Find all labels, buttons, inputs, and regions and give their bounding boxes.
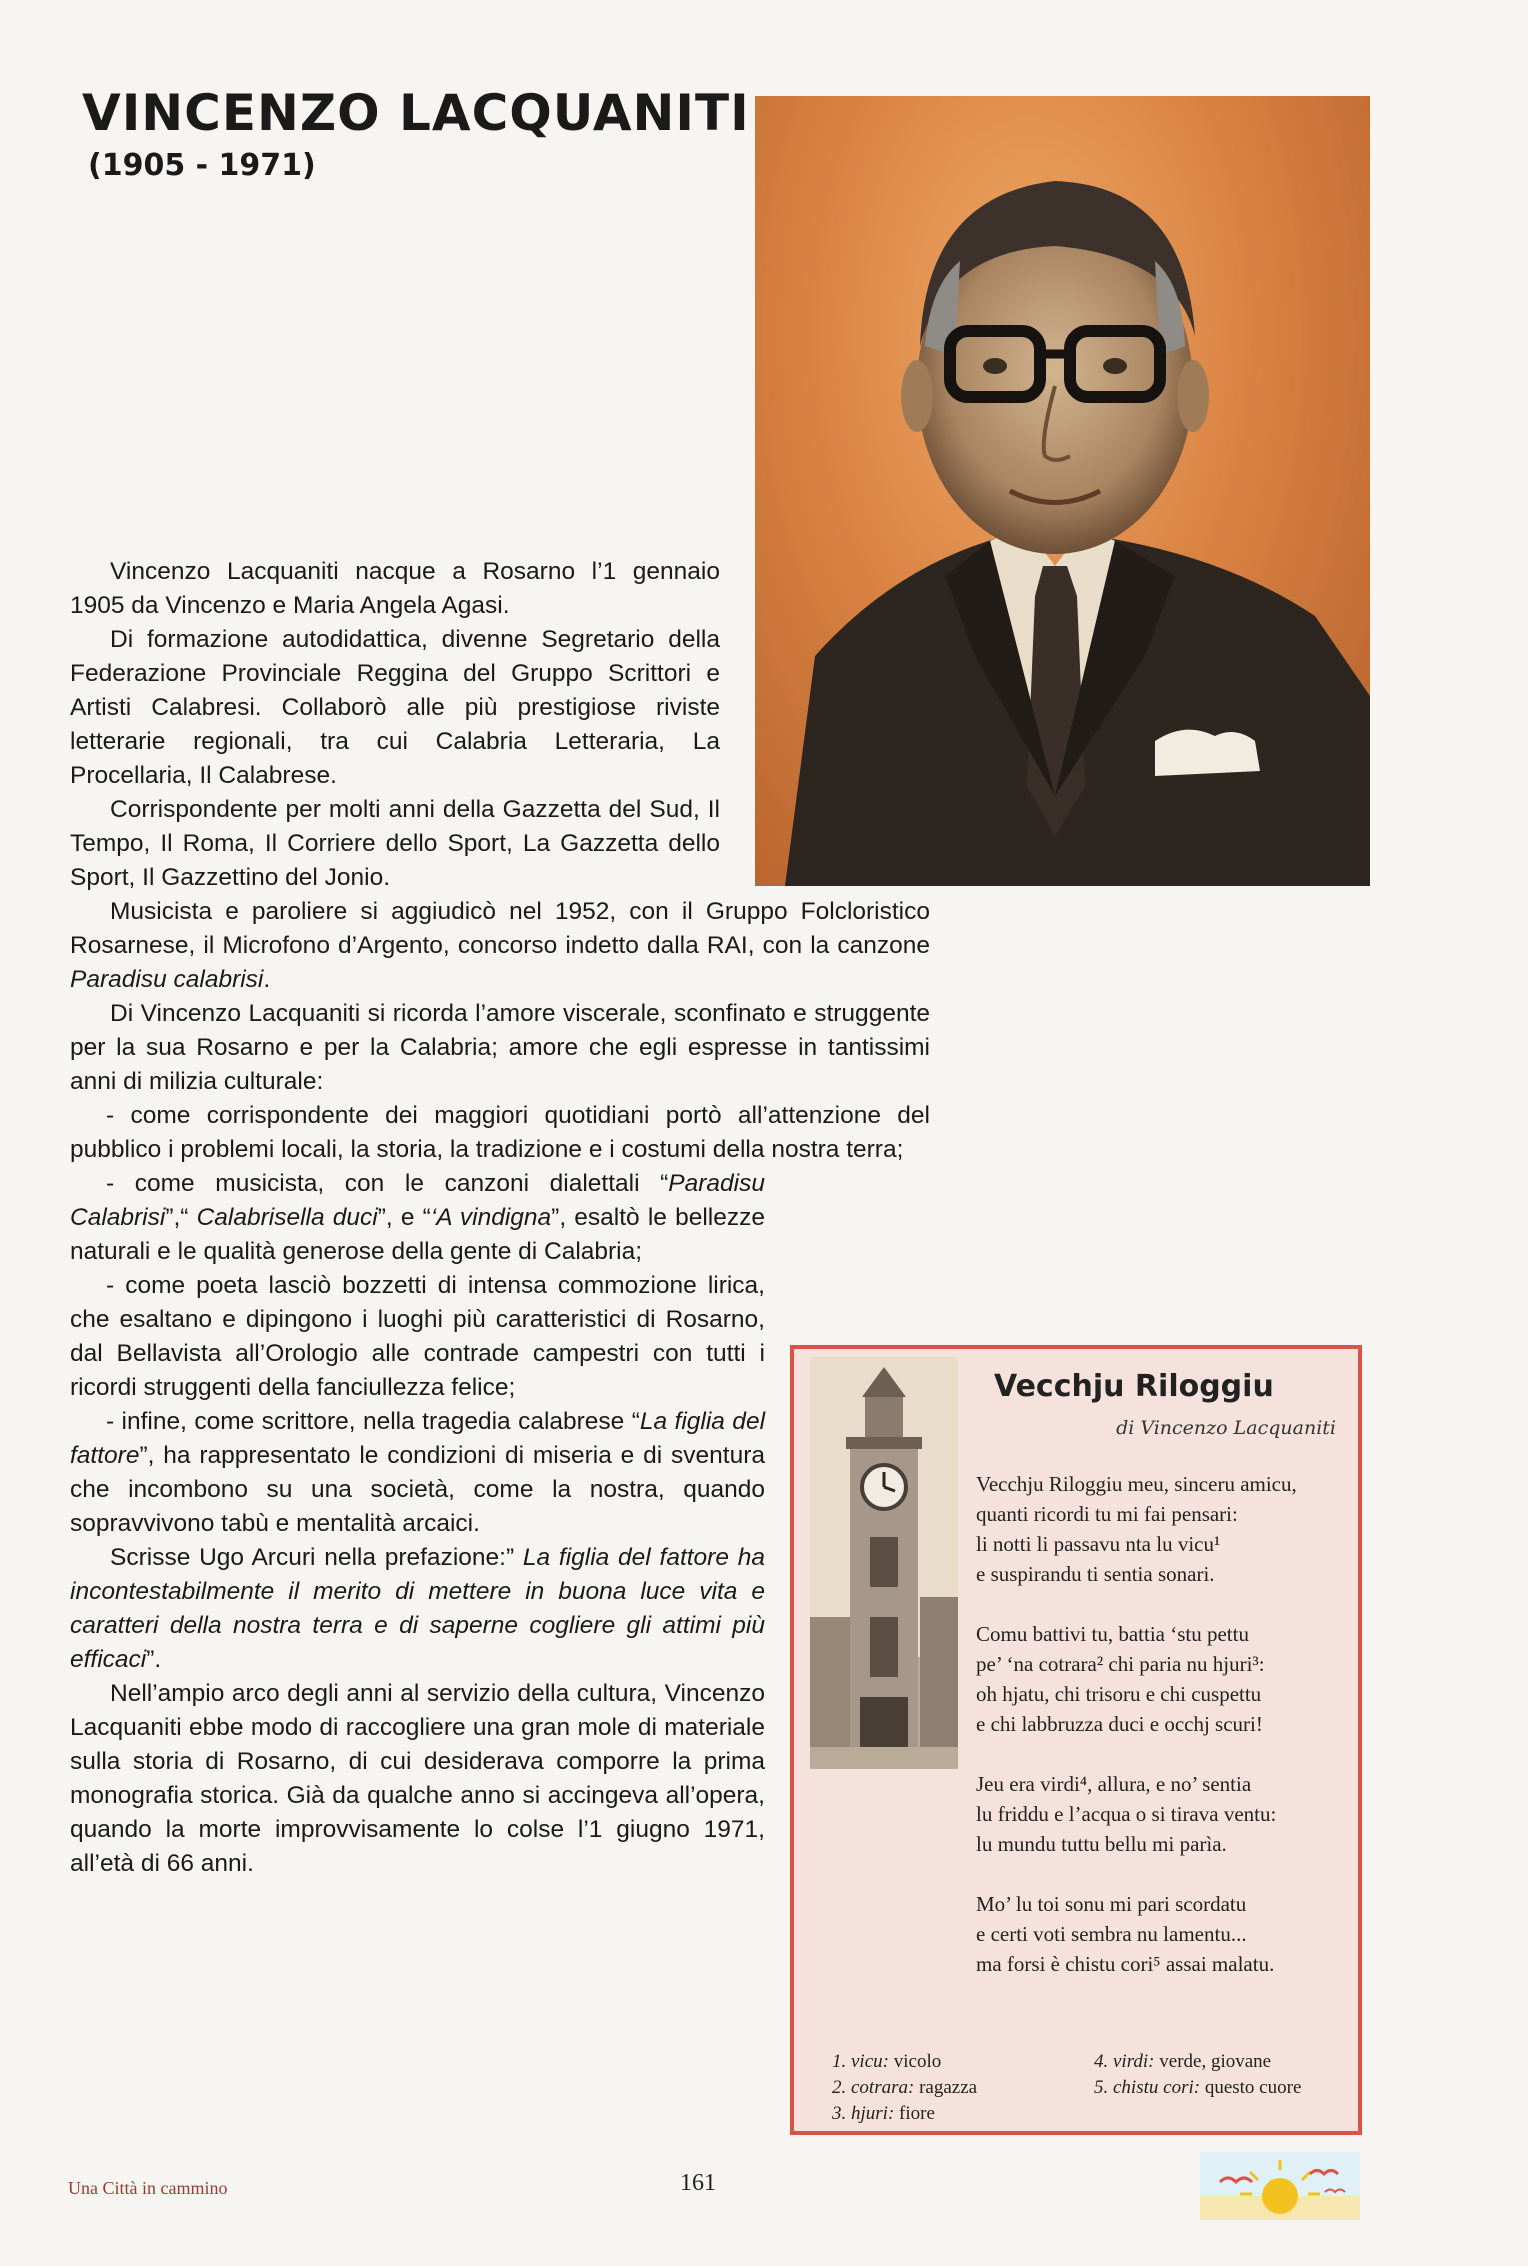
preface-quote: La figlia del fattore ha incontestabilmente il merito di mettere in buona luce vita e caratteri della nostra terra e di saperne cogliere gli attimi più efficaci	[70, 1544, 765, 1673]
poem-line: lu mundu tuttu bellu mi parìa.	[976, 1832, 1227, 1856]
bio-paragraph: Scrisse Ugo Arcuri nella prefazione:” La figlia del fattore ha incontestabilmente il merito di mettere in buona luce vita e caratteri della nostra terra e di saperne cogliere gli attimi più efficaci”.	[70, 1544, 765, 1673]
bio-list-item: - come musicista, con le canzoni dialettali “Paradisu Calabrisi”,“ Calabrisella duci”, e “‘A vindigna”, esaltò le bellezze naturali e le qualità generose della gente di Calabria;	[70, 1170, 765, 1265]
song-title: Paradisu calabrisi	[70, 966, 264, 993]
book-title: Una Città in cammino	[68, 2178, 228, 2198]
poem-line: Mo’ lu toi sonu mi pari scordatu	[976, 1892, 1247, 1916]
poem-line: e certi voti sembra nu lamentu...	[976, 1922, 1247, 1946]
poem-line: li notti li passavu nta lu vicu¹	[976, 1532, 1221, 1556]
bio-paragraph: Vincenzo Lacquaniti nacque a Rosarno l’1 gennaio 1905 da Vincenzo e Maria Angela Agasi.	[70, 558, 720, 619]
poem-stanza	[976, 1769, 1346, 1859]
bio-paragraph: Musicista e paroliere si aggiudicò nel 1952, con il Gruppo Folcloristico Rosarnese, il Microfono d’Argento, concorso indetto dalla RAI, con la canzone Paradisu calabrisi.	[70, 898, 930, 993]
poem-line: oh hjatu, chi trisoru e chi cuspettu	[976, 1682, 1262, 1706]
poem-text	[976, 1469, 1346, 2009]
bio-paragraph: Di Vincenzo Lacquaniti si ricorda l’amore viscerale, sconfinato e struggente per la sua Rosarno e per la Calabria; amore che egli espresse in tantissimi anni di milizia culturale:	[70, 1000, 930, 1095]
poem-line: lu friddu e l’acqua o si tirava ventu:	[976, 1802, 1277, 1826]
glossary-item: 5. chistu cori: questo cuore	[1094, 2077, 1302, 2098]
poem-title: Vecchju Riloggiu	[994, 1369, 1274, 1404]
clock-tower-image	[810, 1357, 958, 1769]
poem-stanza	[976, 1889, 1346, 1979]
poem-line: Comu battivi tu, battia ‘stu pettu	[976, 1622, 1249, 1646]
bio-list-item: - come poeta lasciò bozzetti di intensa commozione lirica, che esaltano e dipingono i luoghi più caratteristici di Rosarno, dal Bellavista all’Orologio alle contrade campestri con tutti i ricordi struggenti della fanciullezza felice;	[70, 1272, 765, 1401]
bio-paragraph: Di formazione autodidattica, divenne Segretario della Federazione Provinciale Reggina del Gruppo Scrittori e Artisti Calabresi. Collaborò alle più prestigiose riviste letterarie regionali, tra cui Calabria Letteraria, La Procellaria, Il Calabrese.	[70, 626, 720, 789]
poem-line: e suspirandu ti sentia sonari.	[976, 1562, 1215, 1586]
poem-line: Jeu era virdi⁴, allura, e no’ sentia	[976, 1772, 1252, 1796]
bio-paragraph: Corrispondente per molti anni della Gazzetta del Sud, Il Tempo, Il Roma, Il Corriere dello Sport, La Gazzetta dello Sport, Il Gazzettino del Jonio.	[70, 796, 720, 891]
poem-line: pe’ ‘na cotrara² chi paria nu hjuri³:	[976, 1652, 1265, 1676]
glossary-item: 1. vicu: vicolo	[832, 2051, 942, 2072]
sun-birds-logo	[1200, 2152, 1360, 2220]
poem-author: di Vincenzo Lacquaniti	[1116, 1417, 1336, 1439]
glossary-item: 3. hjuri: fiore	[832, 2103, 935, 2124]
bio-list-item: - come corrispondente dei maggiori quotidiani portò all’attenzione del pubblico i problemi locali, la storia, la tradizione e i costumi della nostra terra;	[70, 1102, 930, 1163]
poem-box	[790, 1345, 1362, 2135]
page-title: VINCENZO LACQUANITI	[82, 84, 750, 142]
poem-stanza	[976, 1619, 1346, 1739]
poem-line: e chi labbruzza duci e occhj scuri!	[976, 1712, 1263, 1736]
glossary-item: 2. cotrara: ragazza	[832, 2077, 978, 2098]
life-dates: (1905 - 1971)	[88, 148, 316, 183]
poem-line: quanti ricordi tu mi fai pensari:	[976, 1502, 1238, 1526]
poem-stanza	[976, 1469, 1346, 1589]
poem-line: ma forsi è chistu cori⁵ assai malatu.	[976, 1952, 1275, 1976]
bio-paragraph: Nell’ampio arco degli anni al servizio della cultura, Vincenzo Lacquaniti ebbe modo di raccogliere una gran mole di materiale sulla storia di Rosarno, di cui desiderava comporre la prima monografia storica. Già da qualche anno si accingeva all’opera, quando la morte improvvisamente lo colse l’1 giugno 1971, all’età di 66 anni.	[70, 1680, 765, 1877]
page-number: 161	[680, 2170, 716, 2196]
glossary-item: 4. virdi: verde, giovane	[1094, 2051, 1272, 2072]
poem-line: Vecchju Riloggiu meu, sinceru amicu,	[976, 1472, 1297, 1496]
bio-list-item: - infine, come scrittore, nella tragedia calabrese “La figlia del fattore”, ha rappresentato le condizioni di miseria e di sventura che incombono su una società, come la nostra, quando sopravvivono tabù e mentalità arcaici.	[70, 1408, 766, 1537]
